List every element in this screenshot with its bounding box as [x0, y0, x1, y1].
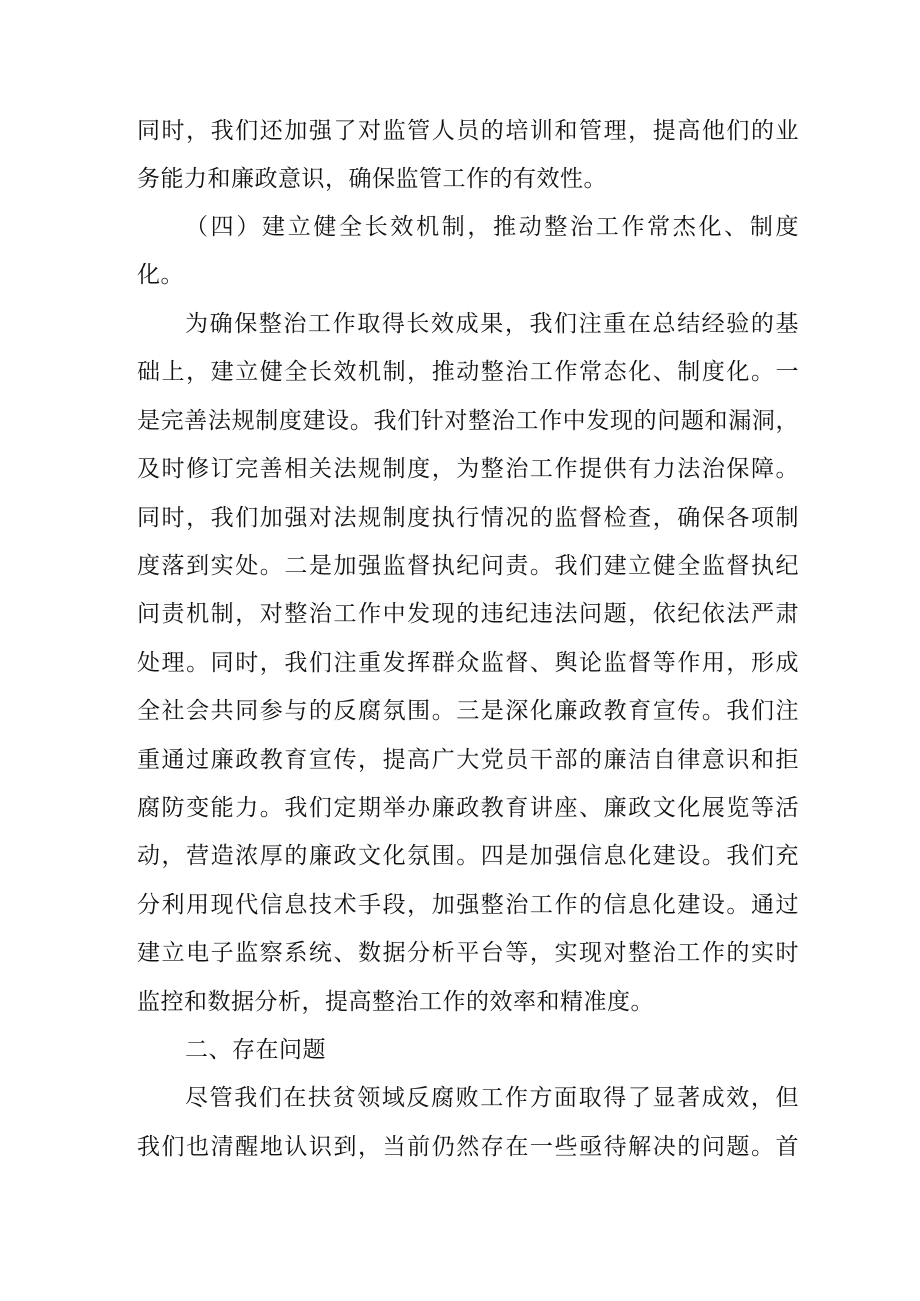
text-line: 是完善法规制度建设。我们针对整治工作中发现的问题和漏洞，: [137, 408, 799, 434]
text-line: 同时，我们加强对法规制度执行情况的监督检查，确保各项制: [137, 505, 799, 531]
text-line: 为确保整治工作取得长效成果，我们注重在总结经验的基: [185, 311, 799, 337]
text-line: 建立电子监察系统、数据分析平台等，实现对整治工作的实时: [137, 940, 799, 966]
text-line: 同时，我们还加强了对监管人员的培训和管理，提高他们的业: [137, 118, 799, 144]
text-line: 尽管我们在扶贫领域反腐败工作方面取得了显著成效，但: [185, 1085, 799, 1111]
section-heading-continued: 化。: [137, 262, 184, 288]
text-line: 重通过廉政教育宣传，提高广大党员干部的廉洁自律意识和拒: [137, 747, 799, 773]
text-line: 分利用现代信息技术手段，加强整治工作的信息化建设。通过: [137, 892, 799, 918]
text-line: 度落到实处。二是加强监督执纪问责。我们建立健全监督执纪: [137, 553, 799, 579]
text-line: 处理。同时，我们注重发挥群众监督、舆论监督等作用，形成: [137, 650, 799, 676]
text-line: 全社会共同参与的反腐氛围。三是深化廉政教育宣传。我们注: [137, 698, 799, 724]
text-line: 问责机制，对整治工作中发现的违纪违法问题，依纪依法严肃: [137, 601, 799, 627]
text-line: 腐防变能力。我们定期举办廉政教育讲座、廉政文化展览等活: [137, 795, 799, 821]
text-line: 监控和数据分析，提高整治工作的效率和精准度。: [137, 989, 654, 1015]
text-line: 础上，建立健全长效机制，推动整治工作常态化、制度化。一: [137, 359, 799, 385]
text-line: 动，营造浓厚的廉政文化氛围。四是加强信息化建设。我们充: [137, 843, 799, 869]
text-line: 务能力和廉政意识，确保监管工作的有效性。: [137, 166, 607, 192]
text-line: 我们也清醒地认识到，当前仍然存在一些亟待解决的问题。首: [137, 1134, 799, 1160]
section-heading: （四）建立健全长效机制，推动整治工作常杰化、制度: [185, 214, 799, 240]
section-heading: 二、存在问题: [185, 1037, 326, 1063]
text-line: 及时修订完善相关法规制度，为整治工作提供有力法治保障。: [137, 456, 799, 482]
